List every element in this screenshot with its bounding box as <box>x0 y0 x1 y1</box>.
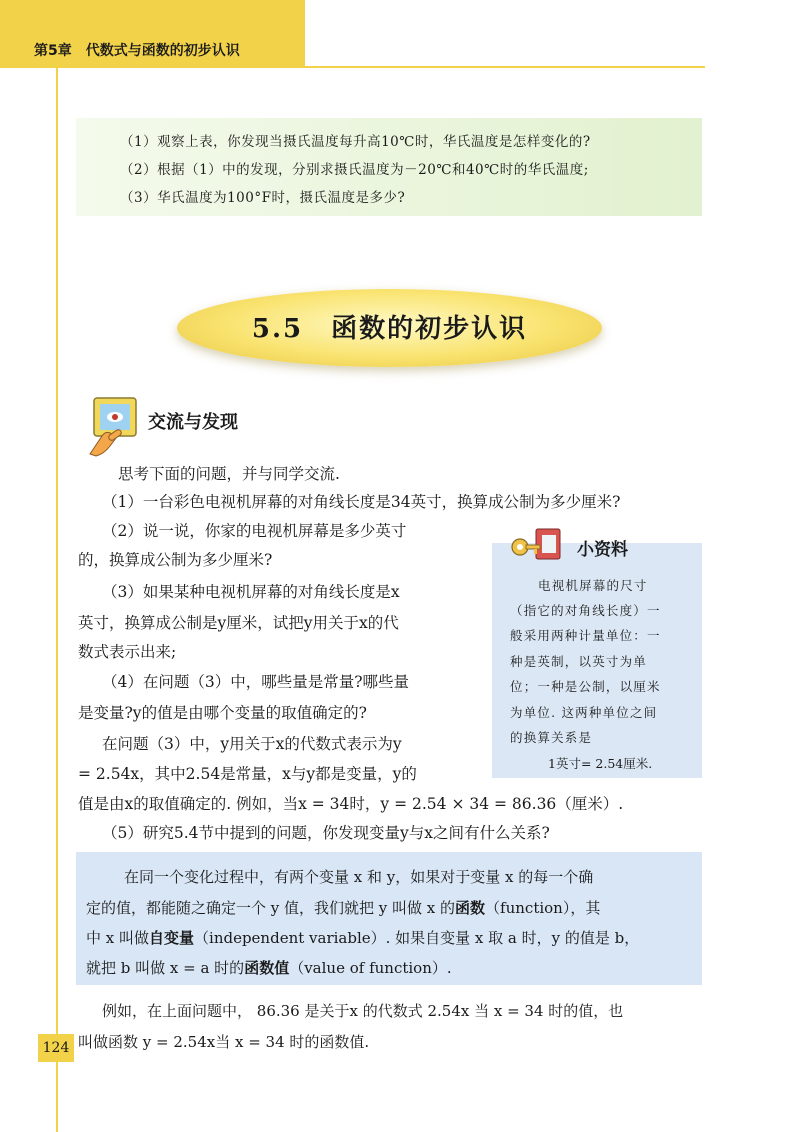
header-rule <box>305 66 705 68</box>
body-line: = 2.54x，其中2.54是常量，x与y都是变量，y的 <box>78 765 417 783</box>
sidebar-line: 的换算关系是 <box>510 730 593 745</box>
definition-line <box>86 897 600 918</box>
exchange-heading: 交流与发现 <box>148 412 238 433</box>
body-line: 在问题（3）中，y用关于x的代数式表示为y <box>102 735 402 753</box>
definition-line <box>86 927 639 948</box>
body-line: 是变量?y的值是由哪个变量的取值确定的? <box>78 704 367 722</box>
sidebar-heading: 小资料 <box>577 540 628 560</box>
definition-text: （value of function）. <box>289 959 452 977</box>
definition-text: （function），其 <box>485 899 601 917</box>
section-title: 5.5 函数的初步认识 <box>251 314 528 344</box>
key-book-icon <box>508 523 570 563</box>
page-number: 124 <box>42 1040 70 1056</box>
sidebar-line: 位；一种是公制，以厘米 <box>510 679 661 694</box>
term-function: 函数 <box>455 899 486 917</box>
exercise-item: （1）观察上表，你发现当摄氏温度每升高10℃时，华氏温度是怎样变化的? <box>120 134 591 150</box>
body-line: 数式表示出来; <box>78 643 177 661</box>
definition-text: 定的值，都能随之确定一个 y 值，我们就把 y 叫做 x 的 <box>86 899 456 917</box>
closing-line: 例如，在上面问题中， 86.36 是关于x 的代数式 2.54x 当 x = 34 时的值，也 <box>102 1002 624 1020</box>
body-line: 值是由x的取值确定的. 例如，当x = 34时，y = 2.54 × 34 = 86.36（厘米）. <box>78 795 624 813</box>
definition-line <box>86 957 452 978</box>
body-line: （1）一台彩色电视机屏幕的对角线长度是34英寸，换算成公制为多少厘米? <box>102 493 621 511</box>
tv-pointing-hand-icon <box>88 396 146 458</box>
exercise-box <box>76 118 702 216</box>
sidebar-line: 电视机屏幕的尺寸 <box>538 578 648 593</box>
body-line: （2）说一说，你家的电视机屏幕是多少英寸 <box>102 522 407 540</box>
sidebar-line: （指它的对角线长度）一 <box>510 603 661 618</box>
closing-line: 叫做函数 y = 2.54x当 x = 34 时的函数值. <box>78 1033 370 1051</box>
term-function-value: 函数值 <box>244 959 290 977</box>
definition-text: 中 x 叫做 <box>86 929 149 947</box>
sidebar-line: 1英寸= 2.54厘米. <box>548 756 653 771</box>
exercise-item: （2）根据（1）中的发现，分别求摄氏温度为－20℃和40℃时的华氏温度; <box>120 162 589 178</box>
sidebar-line: 般采用两种计量单位：一 <box>510 628 661 643</box>
body-line: 思考下面的问题，并与同学交流. <box>118 465 340 483</box>
definition-line: 在同一个变化过程中，有两个变量 x 和 y，如果对于变量 x 的每一个确 <box>124 868 594 886</box>
body-line: 的，换算成公制为多少厘米? <box>78 551 273 569</box>
left-margin-rule <box>56 68 58 1132</box>
body-line: （3）如果某种电视机屏幕的对角线长度是x <box>102 583 400 601</box>
body-line: 英寸，换算成公制是y厘米，试把y用关于x的代 <box>78 614 399 632</box>
definition-text: 就把 b 叫做 x = a 时的 <box>86 959 245 977</box>
body-line: （5）研究5.4节中提到的问题，你发现变量y与x之间有什么关系? <box>102 824 550 842</box>
sidebar-line: 为单位. 这两种单位之间 <box>510 705 658 720</box>
exercise-item: （3）华氏温度为100°F时，摄氏温度是多少? <box>120 190 406 206</box>
body-line: （4）在问题（3）中，哪些量是常量?哪些量 <box>102 673 410 691</box>
term-independent-variable: 自变量 <box>149 929 195 947</box>
definition-text: （independent variable）. 如果自变量 x 取 a 时，y 的值是 b， <box>194 929 640 947</box>
sidebar-line: 种是英制，以英寸为单 <box>510 654 648 669</box>
chapter-title: 第5章 代数式与函数的初步认识 <box>34 43 240 59</box>
